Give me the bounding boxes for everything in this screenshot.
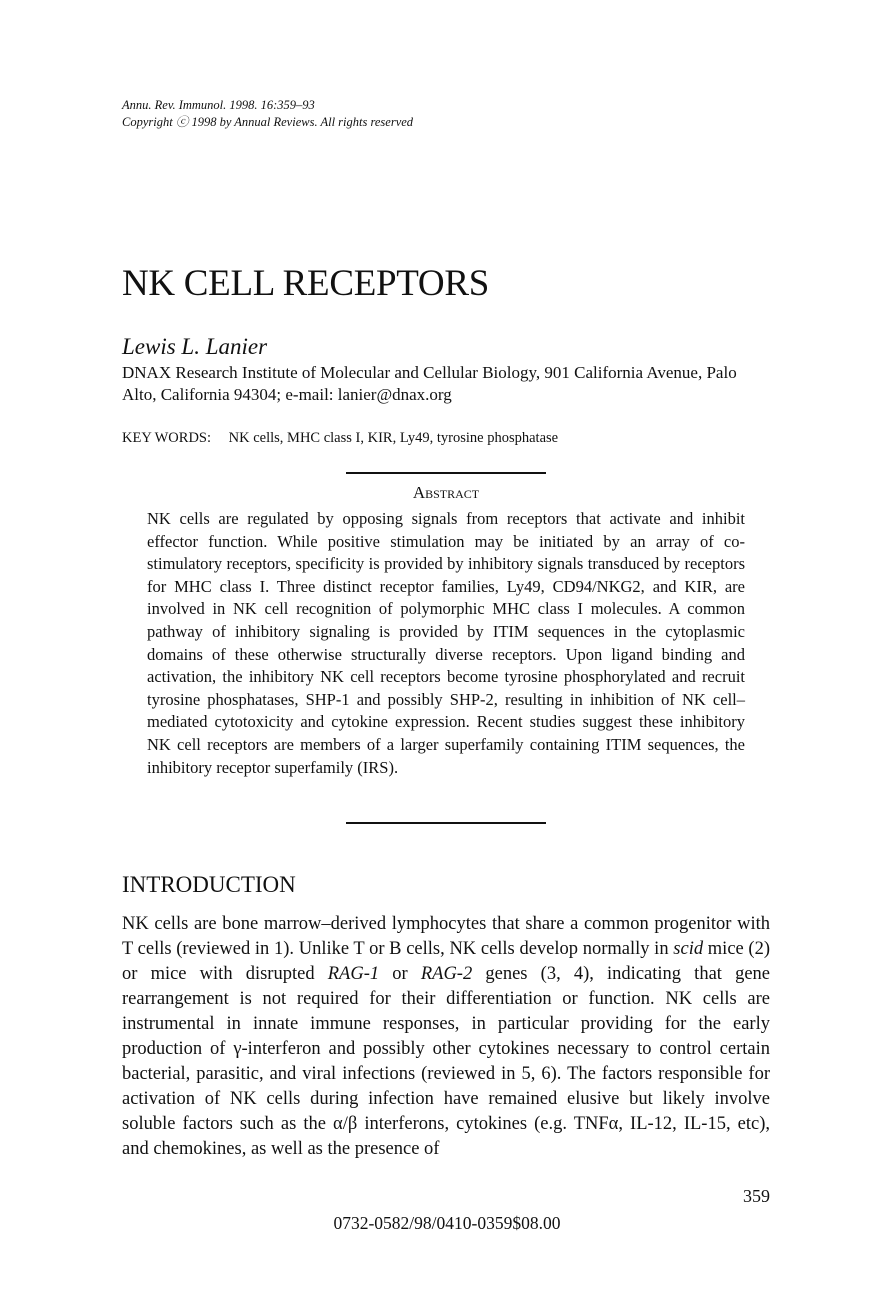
- abstract-top-rule: [346, 472, 546, 474]
- journal-header: [122, 97, 413, 131]
- author-affiliation: DNAX Research Institute of Molecular and Cellular Biology, 901 California Avenue, Palo Alto, California 94304; e-mail: lanier@dnax.org: [122, 363, 737, 404]
- keywords-label: KEY WORDS:: [122, 430, 212, 446]
- intro-italic-rag1: RAG-1: [327, 964, 380, 984]
- intro-text-segment: or: [379, 964, 421, 984]
- introduction-heading: INTRODUCTION: [122, 872, 296, 897]
- article-title: NK CELL RECEPTORS: [122, 263, 489, 304]
- abstract-heading: Abstract: [412, 483, 480, 502]
- introduction-text: [122, 912, 770, 1162]
- intro-text-segment: NK cells are bone marrow–derived lymphocytes that share a common progenitor with T cells (reviewed in 1). Unlike T or B cells, NK cells develop normally in: [122, 914, 770, 959]
- page-number: 359: [743, 1186, 770, 1206]
- abstract-text: NK cells are regulated by opposing signals from receptors that activate and inhibit effector function. While positive stimulation may be initiated by an array of co-stimulatory receptors, specificity is provided by inhibitory signals transduced by receptors for MHC class I. Three distinct receptor families, Ly49, CD94/NKG2, and KIR, are involved in NK cell recognition of polymorphic MHC class I molecules. A common pathway of inhibitory signaling is provided by ITIM sequences in the cytoplasmic domains of these otherwise structurally diverse receptors. Upon ligand binding and activation, the inhibitory NK cell receptors become tyrosine phosphorylated and recruit tyrosine phosphatases, SHP-1 and possibly SHP-2, resulting in inhibition of NK cell–mediated cytotoxicity and cytokine expression. Recent studies suggest these inhibitory NK cell receptors are members of a larger superfamily containing ITIM sequences, the inhibitory receptor superfamily (IRS).: [147, 509, 745, 777]
- intro-italic-rag2: RAG-2: [420, 964, 473, 984]
- keywords-terms: NK cells, MHC class I, KIR, Ly49, tyrosine phosphatase: [228, 430, 559, 446]
- intro-text-segment: genes (3, 4), indicating that gene rearrangement is not required for their differentiation or function. NK cells are instrumental in innate immune responses, in particular providing for the early production of γ-interferon and possibly other cytokines necessary to control certain bacterial, parasitic, and viral infections (reviewed in 5, 6). The factors responsible for activation of NK cells during infection have remained elusive but likely involve soluble factors such as the α/β interferons, cytokines (e.g. TNFα, IL-12, IL-15, etc), and chemokines, as well as the presence of: [122, 964, 770, 1159]
- article-code: 0732-0582/98/0410-0359$08.00: [333, 1213, 561, 1233]
- keywords: [122, 430, 558, 447]
- author-name: Lewis L. Lanier: [122, 334, 268, 359]
- journal-citation: Annu. Rev. Immunol. 1998. 16:359–93: [122, 98, 315, 112]
- abstract-bottom-rule: [346, 822, 546, 824]
- intro-text-segment: mice (2) or mice with disrupted: [122, 939, 771, 984]
- copyright-line: Copyright ⓒ 1998 by Annual Reviews. All rights reserved: [122, 115, 414, 129]
- intro-italic-scid: scid: [673, 939, 704, 959]
